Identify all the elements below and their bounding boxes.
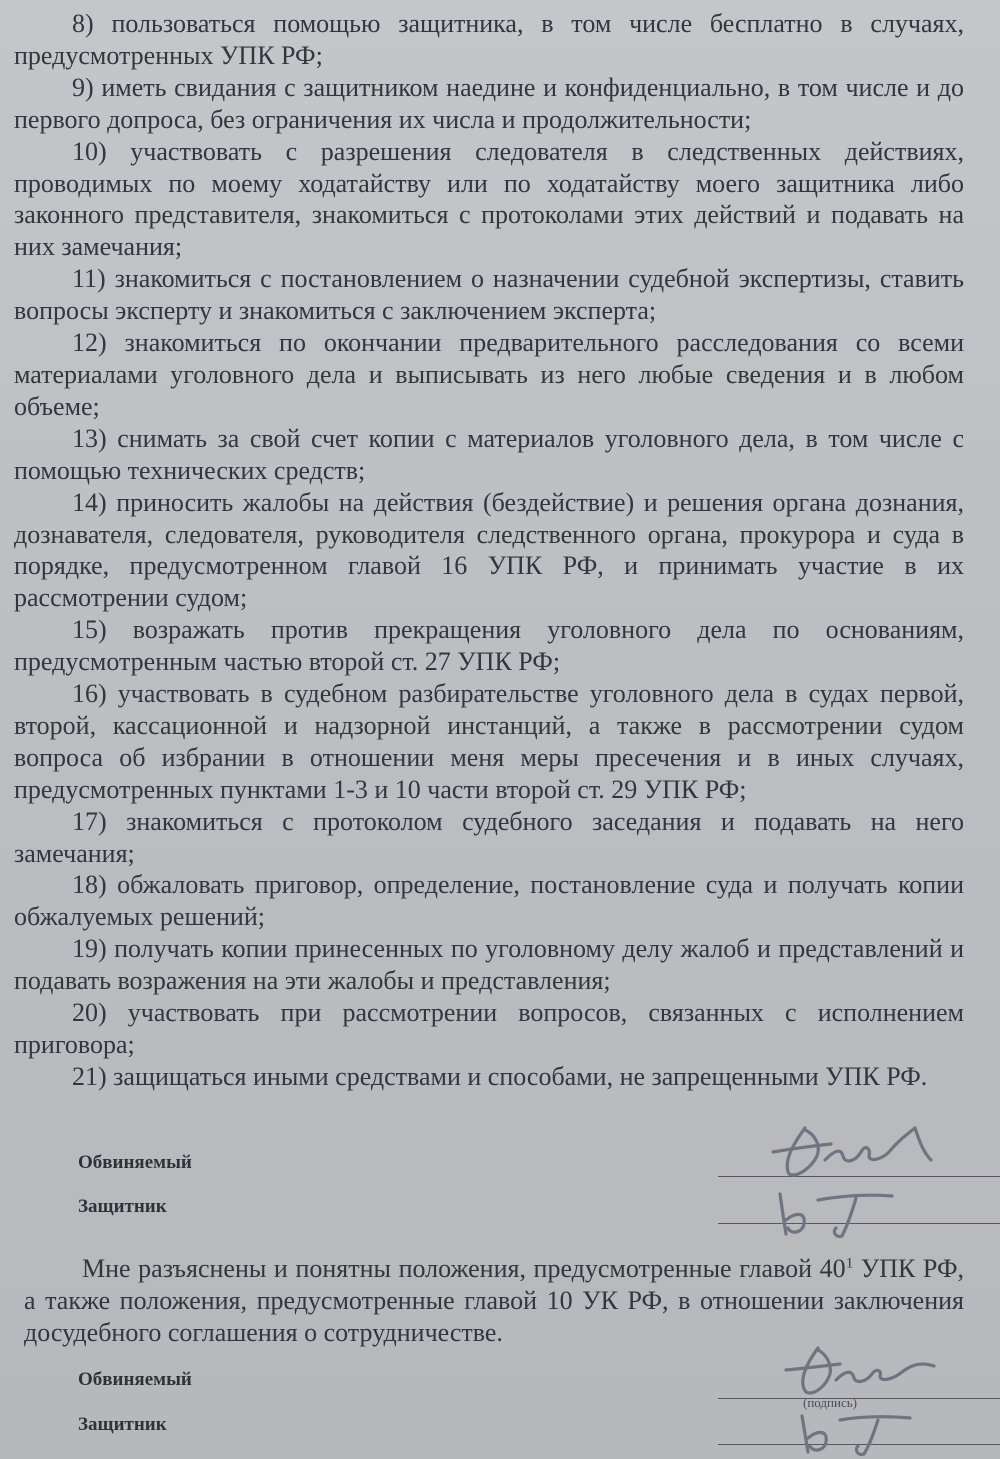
right-item-11: 11) знакомиться с постановлением о назначении судебной экспертизы, ставить вопросы эксперту и знакомиться с заключением эксперта; (14, 264, 964, 326)
defender-signature-1 (770, 1190, 910, 1240)
right-item-19: 19) получать копии принесенных по уголовному делу жалоб и представлений и подавать возражения на эти жалобы и представления; (14, 934, 964, 996)
accused-signature-1 (765, 1118, 945, 1182)
statement-after: УПК РФ, а также положения, предусмотренные главой 10 УК РФ, в отношении заключения досудебного соглашения о сотрудничестве. (24, 1254, 964, 1347)
accused-label: Обвиняемый (78, 1152, 192, 1173)
right-item-8: 8) пользоваться помощью защитника, в том числе бесплатно в случаях, предусмотренных УПК РФ; (14, 9, 964, 70)
defender-label: Защитник (78, 1414, 167, 1435)
statement-paragraph (24, 1253, 964, 1349)
right-item-13: 13) снимать за свой счет копии с материалов уголовного дела, в том числе с помощью технических средств; (14, 423, 964, 485)
defender-label: Защитник (78, 1196, 167, 1217)
right-item-14: 14) приносить жалобы на действия (бездействие) и решения органа дознания, дознавателя, следователя, руководителя следственного органа, прокурора и суда в порядке, предусмотренном главой 16 УПК РФ, и принимать участие в их рассмотрении судом; (14, 487, 964, 613)
right-item-17: 17) знакомиться с протоколом судебного заседания и подавать на него замечания; (14, 806, 964, 868)
right-item-18: 18) обжаловать приговор, определение, постановление суда и получать копии обжалуемых решений; (14, 870, 964, 932)
rights-list (14, 8, 964, 1093)
right-item-10: 10) участвовать с разрешения следователя в следственных действиях, проводимых по моему ходатайству или по ходатайству моего защитника либо законного представителя, знакомиться с протоколами этих действий и подавать на них замечания; (14, 136, 964, 262)
accused-signature-2 (780, 1340, 950, 1400)
right-item-20: 20) участвовать при рассмотрении вопросов, связанных с исполнением приговора; (14, 998, 964, 1059)
signature-caption: (подпись) (803, 1395, 857, 1410)
right-item-9: 9) иметь свидания с защитником наедине и конфиденциально, в том числе и до первого допроса, без ограничения их числа и продолжительности; (14, 72, 964, 134)
right-item-21: 21) защищаться иными средствами и способами, не запрещенными УПК РФ. (72, 1061, 928, 1091)
statement-before: Мне разъяснены и понятны положения, предусмотренные главой 40 (82, 1254, 846, 1283)
right-item-16: 16) участвовать в судебном разбирательстве уголовного дела в судах первой, второй, кассационной и надзорной инстанций, а также в рассмотрении судом вопроса об избрании в отношении меня меры пресечения и в иных случаях, предусмотренных пунктами 1-3 и 10 части второй ст. 29 УПК РФ; (14, 679, 964, 804)
accused-label: Обвиняемый (78, 1369, 192, 1390)
defender-signature-2 (790, 1410, 930, 1458)
right-item-12: 12) знакомиться по окончании предварительного расследования со всеми материалами уголовного дела и выписывать из него любые сведения и в любом объеме; (14, 328, 964, 421)
right-item-15: 15) возражать против прекращения уголовного дела по основаниям, предусмотренным частью второй ст. 27 УПК РФ; (14, 615, 964, 677)
statement-superscript: 1 (845, 1255, 854, 1272)
